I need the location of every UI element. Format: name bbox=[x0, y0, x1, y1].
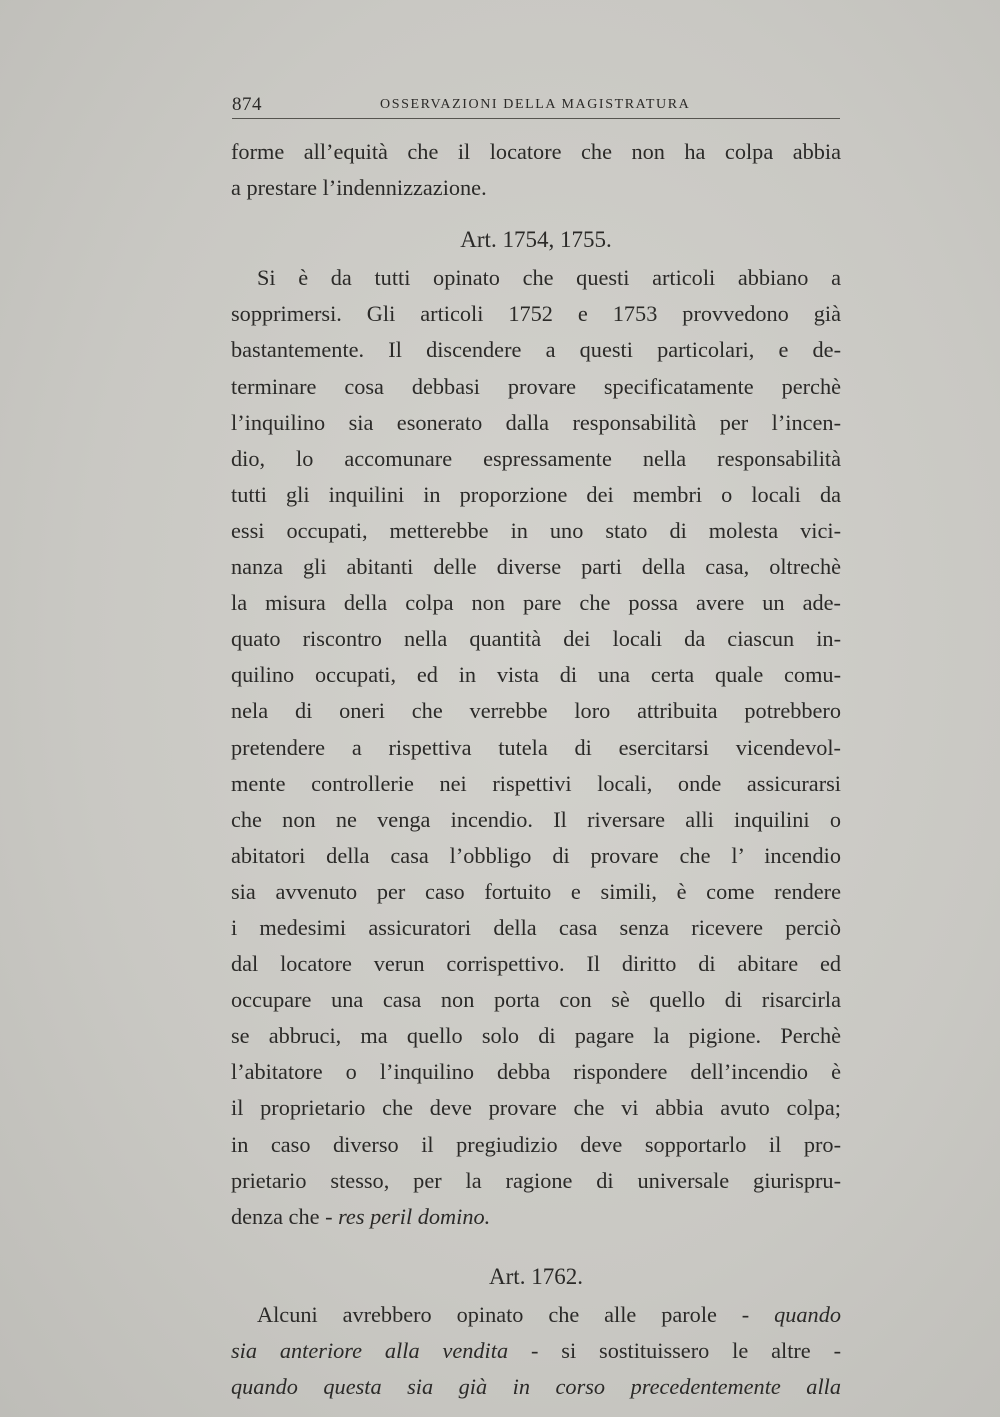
text-line: quilino occupati, ed in vista di una certa quale comu- bbox=[231, 662, 841, 688]
latin-maxim: res peril domino. bbox=[338, 1203, 491, 1229]
article-heading: Art. 1754, 1755. bbox=[460, 227, 612, 253]
text-line bbox=[231, 1297, 841, 1333]
article-heading: Art. 1762. bbox=[489, 1263, 583, 1289]
text-line: la misura della colpa non pare che possa avere un ade- bbox=[231, 590, 841, 616]
text-line: il proprietario che deve provare che vi abbia avuto colpa; bbox=[231, 1095, 841, 1121]
text-line: bastantemente. Il discendere a questi particolari, e de- bbox=[231, 337, 841, 363]
text-line: mente controllerie nei rispettivi locali, onde assicurarsi bbox=[231, 770, 841, 796]
text-line bbox=[231, 1369, 841, 1405]
text-line: nela di oneri che verrebbe loro attribuita potrebbero bbox=[231, 698, 841, 724]
text-line: nanza gli abitanti delle diverse parti della casa, oltrechè bbox=[231, 554, 841, 580]
text-line: dal locatore verun corrispettivo. Il diritto di abitare ed bbox=[231, 951, 841, 977]
text-line: tutti gli inquilini in proporzione dei membri o locali da bbox=[231, 481, 841, 507]
text-line: dio, lo accomunare espressamente nella responsabilità bbox=[231, 445, 841, 471]
text-line: a prestare l’indennizzazione. bbox=[231, 175, 487, 201]
running-title: OSSERVAZIONI DELLA MAGISTRATURA bbox=[380, 97, 691, 112]
text-line: i medesimi assicuratori della casa senza ricevere perciò bbox=[231, 914, 841, 940]
text-span: Alcuni avrebbero opinato che alle parole - bbox=[257, 1301, 775, 1327]
text-line: l’inquilino sia esonerato dalla responsabilità per l’incen- bbox=[231, 409, 841, 435]
text-line bbox=[231, 1199, 841, 1235]
text-line: sia avvenuto per caso fortuito e simili, è come rendere bbox=[231, 878, 841, 904]
text-line: sopprimersi. Gli articoli 1752 e 1753 provvedono già bbox=[231, 301, 841, 327]
text-line: se abbruci, ma quello solo di pagare la pigione. Perchè bbox=[231, 1023, 841, 1049]
text-line: in caso diverso il pregiudizio deve sopportarlo il pro- bbox=[231, 1131, 841, 1157]
page-number: 874 bbox=[232, 94, 262, 115]
text-line: l’abitatore o l’inquilino debba rispondere dell’incendio è bbox=[231, 1059, 841, 1085]
text-line: Si è da tutti opinato che questi articoli abbiano a bbox=[257, 265, 841, 291]
text-line: occupare una casa non porta con sè quello di risarcirla bbox=[231, 987, 841, 1013]
body-text bbox=[231, 134, 841, 1405]
text-line: quato riscontro nella quantità dei locali da ciascun in- bbox=[231, 626, 841, 652]
text-line bbox=[231, 1333, 841, 1369]
text-line: che non ne venga incendio. Il riversare alli inquilini o bbox=[231, 806, 841, 832]
quoted-text: quando bbox=[774, 1301, 841, 1327]
text-line: terminare cosa debbasi provare specificatamente perchè bbox=[231, 373, 841, 399]
text-line: pretendere a rispettiva tutela di esercitarsi vicendevol- bbox=[231, 734, 841, 760]
text-line: forme all’equità che il locatore che non ha colpa abbia bbox=[231, 139, 841, 164]
text-line: essi occupati, metterebbe in uno stato di molesta vici- bbox=[231, 517, 841, 543]
text-span: denza che - bbox=[231, 1203, 339, 1229]
page-header bbox=[232, 94, 840, 119]
quoted-text: quando questa sia già in corso precedentemente alla bbox=[231, 1374, 841, 1400]
quoted-text: sia anteriore alla vendita bbox=[231, 1338, 509, 1363]
text-span: - si sostituissero le altre - bbox=[508, 1338, 841, 1363]
text-line: prietario stesso, per la ragione di universale giurispru- bbox=[231, 1167, 841, 1193]
text-line: abitatori della casa l’obbligo di provare che l’ incendio bbox=[231, 842, 841, 868]
